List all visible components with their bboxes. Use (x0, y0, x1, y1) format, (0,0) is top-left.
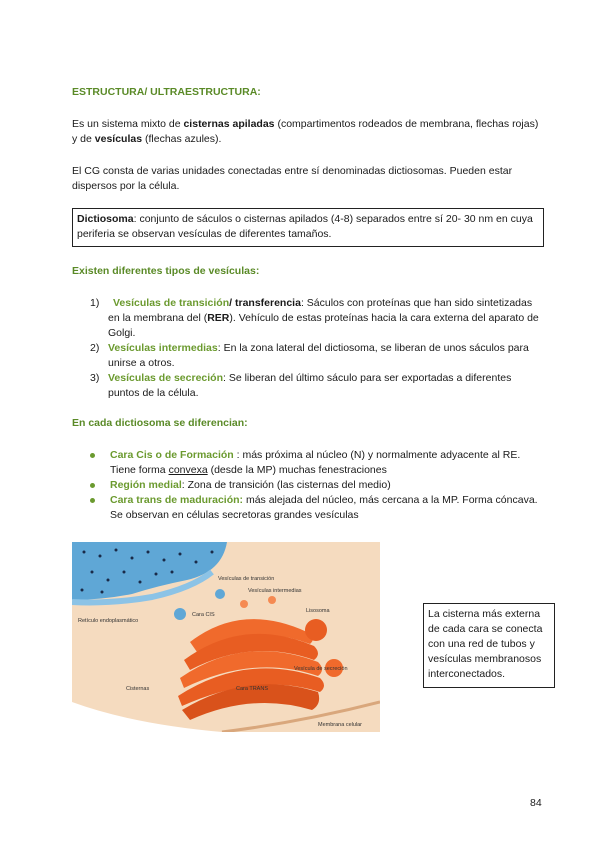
section-heading-vesicle-types: Existen diferentes tipos de vesículas: (72, 265, 260, 277)
para1-bold-1: cisternas apiladas (183, 118, 275, 130)
list-number: 3) (90, 372, 100, 384)
label-cara-trans: Cara TRANS (236, 686, 268, 692)
face-underlined: convexa (168, 464, 208, 476)
page-number: 84 (530, 797, 542, 809)
vesicle-text-2: ). Vehículo de estas proteínas hacia la cara externa del aparato de Golgi. (108, 312, 539, 339)
vesicle-slash: / (229, 297, 235, 309)
para1-text-3: (flechas azules). (142, 133, 222, 145)
face-title: Región medial (110, 479, 182, 491)
lysosome (305, 619, 327, 641)
bullet-icon (90, 498, 95, 503)
vesicle-text: : Se liberan del último sáculo para ser exportadas a diferentes puntos de la célula. (108, 372, 512, 399)
vesicle-title: Vesículas de secreción (108, 372, 223, 384)
label-reticulo: Retículo endoplasmático (78, 618, 139, 624)
para1-bold-2: vesículas (94, 133, 143, 145)
intermediate-vesicle (240, 600, 248, 608)
label-vesiculas-intermedias: Vesículas intermedias (248, 588, 302, 594)
list-number: 1) (90, 297, 100, 309)
label-lisosoma: Lisosoma (306, 608, 330, 614)
vesicle-rer: RER (207, 312, 230, 324)
bullet-icon (90, 483, 95, 488)
dictiosoma-faces-list (72, 448, 547, 523)
face-text-2: (desde la MP) muchas fenestraciones (207, 464, 387, 476)
section-heading-structure: ESTRUCTURA/ ULTRAESTRUCTURA: (72, 86, 261, 98)
list-item-vesicle-secretion (72, 371, 542, 401)
golgi-apparatus-illustration (72, 542, 380, 732)
list-item-vesicle-transition (72, 296, 542, 341)
paragraph-dictiosomas: El CG consta de varias unidades conectadas entre sí denominadas dictiosomas. Pueden estar dispersos por la célula. (72, 165, 513, 192)
vesicle-text-1: : Sáculos con proteínas que han sido sintetizadas en la membrana del ( (108, 297, 533, 324)
para1-text-1: Es un sistema mixto de (72, 118, 184, 130)
list-item-medial-region (72, 478, 547, 493)
face-text-1: : más próxima al núcleo (N) y normalmente adyacente al RE. Tiene forma (110, 449, 521, 476)
transition-vesicle (215, 589, 225, 599)
face-text: : Zona de transición (las cisternas del medio) (181, 479, 391, 491)
label-membrana: Membrana celular (318, 722, 363, 728)
list-item-cis-face (72, 448, 547, 478)
definition-term: Dictiosoma (77, 213, 134, 225)
intermediate-vesicle (268, 596, 276, 604)
label-cisternas: Cisternas (126, 686, 150, 692)
face-title: Cara trans de maduración: (110, 494, 244, 506)
list-item-trans-face (72, 493, 547, 523)
vesicle-title: Vesículas intermedias (108, 342, 218, 354)
paragraph-mixed-system (72, 117, 542, 147)
note-box-external-cisterna: La cisterna más externa de cada cara se conecta con una red de tubos y vesículas membranosos interconectados. (423, 603, 555, 688)
definition-text: : conjunto de sáculos o cisternas apilados (4-8) separados entre sí 20- 30 nm en cuya periferia se observan vesículas de diferentes tamaños. (77, 213, 533, 240)
list-item-vesicle-intermediate (72, 341, 542, 371)
vesicle-text: : En la zona lateral del dictiosoma, se liberan de unos sáculos para unirse a otros. (108, 342, 529, 369)
label-cara-cis: Cara CIS (192, 612, 215, 618)
para1-text-2: (compartimentos rodeados de membrana, flechas rojas) y de (72, 118, 539, 145)
vesicle-types-list (72, 296, 542, 401)
transition-vesicle (174, 608, 186, 620)
bullet-icon (90, 453, 95, 458)
label-vesiculas-transicion: Vesículas de transición (218, 576, 275, 582)
vesicle-title: Vesículas de transición (113, 297, 230, 309)
face-text: más alejada del núcleo, más cercana a la MP. Forma cóncava. Se observan en células secretoras grandes vesículas (110, 494, 538, 521)
label-vesicula-secrecion: Vesícula de secreción (294, 666, 348, 672)
vesicle-title-2: transferencia (234, 297, 301, 309)
list-number: 2) (90, 342, 100, 354)
face-title: Cara Cis o de Formación (110, 449, 234, 461)
definition-box-dictiosoma (72, 208, 544, 247)
section-heading-faces: En cada dictiosoma se diferencian: (72, 417, 248, 429)
